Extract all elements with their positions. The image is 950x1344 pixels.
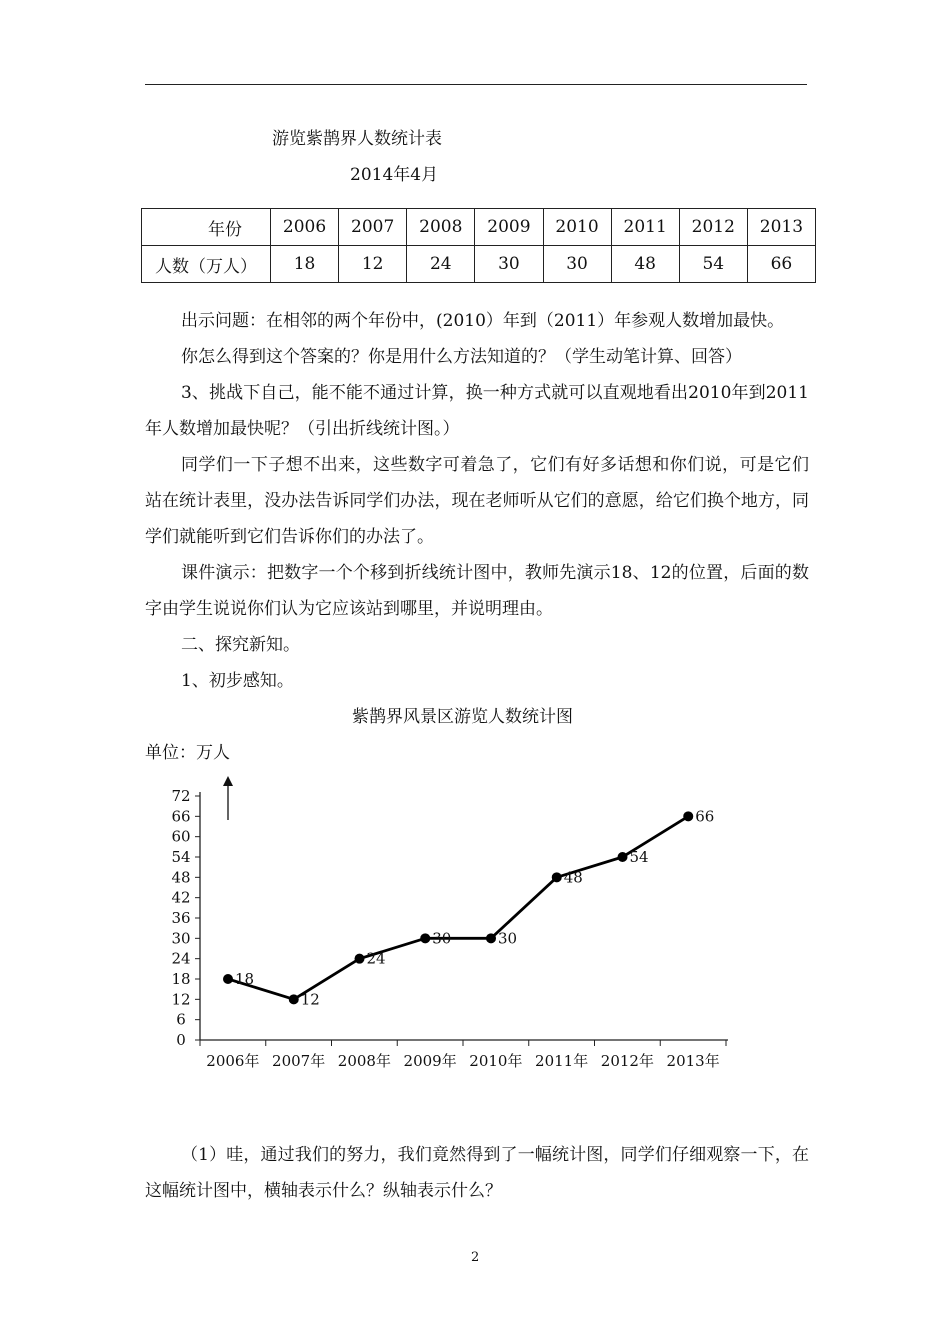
x-tick-label: 2007年: [272, 1052, 326, 1070]
row-header-year: 年份: [142, 209, 271, 246]
table-cell-year: 2010: [543, 209, 611, 246]
page-number: 2: [471, 1250, 480, 1265]
paragraph-method: 你怎么得到这个答案的？你是用什么方法知道的？（学生动笔计算、回答）: [181, 347, 742, 367]
series-line: [228, 816, 688, 999]
section-heading-explore: 二、探究新知。: [181, 635, 300, 655]
subsection-heading-perceive: 1、初步感知。: [181, 671, 294, 691]
data-point: [223, 974, 233, 984]
data-label: 18: [235, 970, 255, 988]
visitor-stats-table: [141, 208, 816, 283]
chart-title: 紫鹊界风景区游览人数统计图: [352, 707, 573, 727]
header-rule: [145, 84, 807, 85]
x-axis: [200, 1040, 728, 1070]
y-tick-label: 60: [171, 827, 191, 846]
data-point: [420, 933, 430, 943]
line-chart: [150, 772, 740, 1077]
data-label: 12: [300, 990, 320, 1009]
data-point: [289, 994, 299, 1004]
table-cell-year: 2011: [611, 209, 679, 246]
table-title: 游览紫鹊界人数统计表: [272, 129, 442, 149]
table-cell-year: 2009: [475, 209, 543, 246]
y-axis: [171, 776, 233, 1049]
data-point: [355, 954, 365, 964]
data-label: 30: [498, 929, 518, 948]
table-cell-year: 2007: [339, 209, 407, 246]
y-tick-label: 66: [171, 807, 191, 826]
x-tick-label: 2011年: [535, 1052, 589, 1070]
table-cell-count: 54: [679, 246, 747, 283]
table-cell-count: 24: [407, 246, 475, 283]
paragraph-question: 出示问题：在相邻的两个年份中，(2010）年到（2011）年参观人数增加最快。: [181, 311, 785, 331]
data-point: [683, 811, 693, 821]
data-point: [552, 872, 562, 882]
paragraph-story: 同学们一下子想不出来，这些数字可着急了，它们有好多话想和你们说，可是它们站在统计表里，没办法告诉同学们办法，现在老师听从它们的意愿，给它们换个地方，同学们就能听到它们告诉你们的办法了。: [145, 455, 809, 547]
y-tick-label: 0: [176, 1031, 186, 1049]
data-label: 54: [629, 848, 649, 866]
table-cell-year: 2006: [271, 209, 339, 246]
table-cell-year: 2013: [747, 209, 815, 246]
table-row-counts: [142, 246, 816, 283]
x-tick-label: 2012年: [600, 1052, 654, 1070]
data-label: 48: [563, 868, 583, 887]
table-cell-count: 66: [747, 246, 815, 283]
y-tick-label: 18: [171, 970, 191, 988]
y-tick-label: 12: [171, 990, 191, 1009]
data-point: [618, 852, 628, 862]
paragraph-challenge: 3、挑战下自己，能不能不通过计算，换一种方式就可以直观地看出2010年到2011年人数增加最快呢？（引出折线统计图。）: [145, 383, 809, 439]
x-tick-label: 2010年: [469, 1052, 523, 1070]
y-tick-label: 42: [171, 888, 191, 907]
table-cell-count: 12: [339, 246, 407, 283]
table-cell-count: 18: [271, 246, 339, 283]
y-tick-label: 54: [171, 848, 191, 866]
data-point: [486, 933, 496, 943]
y-tick-label: 36: [171, 909, 191, 927]
paragraph-observe: （1）哇，通过我们的努力，我们竟然得到了一幅统计图，同学们仔细观察一下，在这幅统计图中，横轴表示什么？纵轴表示什么？: [145, 1145, 809, 1201]
data-label: 30: [432, 929, 452, 948]
data-labels: [235, 807, 714, 1008]
table-cell-count: 30: [543, 246, 611, 283]
table-cell-year: 2008: [407, 209, 475, 246]
y-tick-label: 30: [171, 929, 191, 948]
x-tick-label: 2009年: [403, 1052, 457, 1070]
table-cell-count: 30: [475, 246, 543, 283]
table-date: 2014年4月: [350, 165, 439, 185]
row-header-count: 人数（万人）: [142, 246, 271, 283]
series-visitors: [223, 811, 693, 1004]
data-label: 66: [695, 807, 715, 826]
paragraph-demo: 课件演示：把数字一个个移到折线统计图中，教师先演示18、12的位置，后面的数字由学生说说你们认为它应该站到哪里，并说明理由。: [145, 563, 809, 619]
y-tick-label: 48: [171, 868, 191, 887]
y-tick-label: 24: [171, 949, 191, 968]
table-cell-count: 48: [611, 246, 679, 283]
y-axis-arrow-head: [223, 776, 233, 786]
table-row-years: [142, 209, 816, 246]
x-tick-label: 2013年: [666, 1052, 720, 1070]
data-label: 24: [366, 949, 386, 968]
table-cell-year: 2012: [679, 209, 747, 246]
y-tick-label: 6: [176, 1010, 186, 1029]
x-tick-label: 2008年: [337, 1052, 391, 1070]
chart-unit-label: 单位：万人: [145, 743, 230, 763]
x-tick-label: 2006年: [206, 1052, 260, 1070]
y-tick-label: 72: [171, 787, 191, 805]
